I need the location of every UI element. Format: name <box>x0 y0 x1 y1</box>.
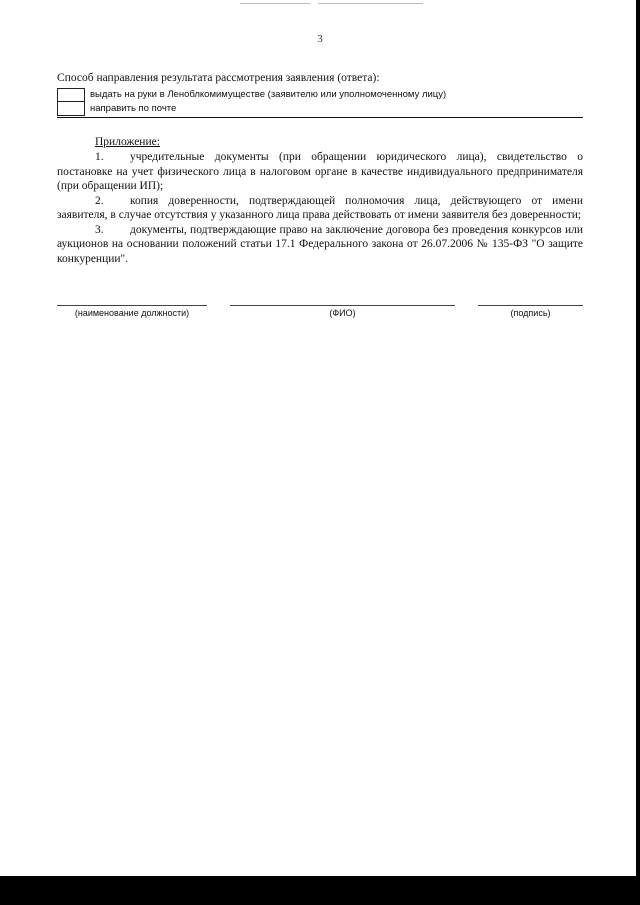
scan-border-bottom <box>0 876 640 905</box>
page-number: 3 <box>317 33 323 45</box>
scan-artifact-top <box>0 0 640 8</box>
in-person-checkbox <box>57 88 85 102</box>
appendix-item <box>57 223 583 267</box>
name-signature-line <box>230 305 455 306</box>
delivery-option-by-mail <box>57 102 583 118</box>
signature-line <box>478 305 583 306</box>
in-person-label: выдать на руки в Леноблкомимуществе (заявителю или уполномоченному лицу) <box>90 89 447 100</box>
position-signature-line <box>57 305 207 306</box>
scan-border-right <box>636 0 640 905</box>
appendix-title: Приложение: <box>95 136 160 148</box>
appendix-item-text: учредительные документы (при обращении юридического лица), свидетельство о постановке на учет физического лица в налоговом органе в качестве индивидуального предпринимателя (при обращении ИП); <box>57 151 583 192</box>
appendix-item <box>57 194 583 223</box>
position-label: (наименование должности) <box>74 308 190 318</box>
by-mail-label: направить по почте <box>90 103 177 114</box>
appendix-item-text: копия доверенности, подтверждающей полномочия лица, действующего от имени заявителя, в случае отсутствия у указанного лица права действовать от имени заявителя без доверенности; <box>57 194 583 221</box>
name-label: (ФИО) <box>329 308 356 318</box>
appendix-item-text: документы, подтверждающие право на заключение договора без проведения конкурсов или аукционов на основании положений статьи 17.1 Федерального закона от 26.07.2006 № 135-ФЗ "О защите конкуренции". <box>57 223 583 265</box>
delivery-method-heading: Способ направления результата рассмотрения заявления (ответа): <box>57 72 380 84</box>
appendix-item-number: 3. <box>95 223 104 236</box>
appendix-item-number: 2. <box>95 194 104 207</box>
signature-label: (подпись) <box>510 308 551 318</box>
appendix-list <box>57 150 583 266</box>
by-mail-checkbox <box>57 102 85 116</box>
appendix-item-number: 1. <box>95 151 104 163</box>
delivery-option-in-person <box>57 88 583 103</box>
appendix-item <box>57 150 583 194</box>
